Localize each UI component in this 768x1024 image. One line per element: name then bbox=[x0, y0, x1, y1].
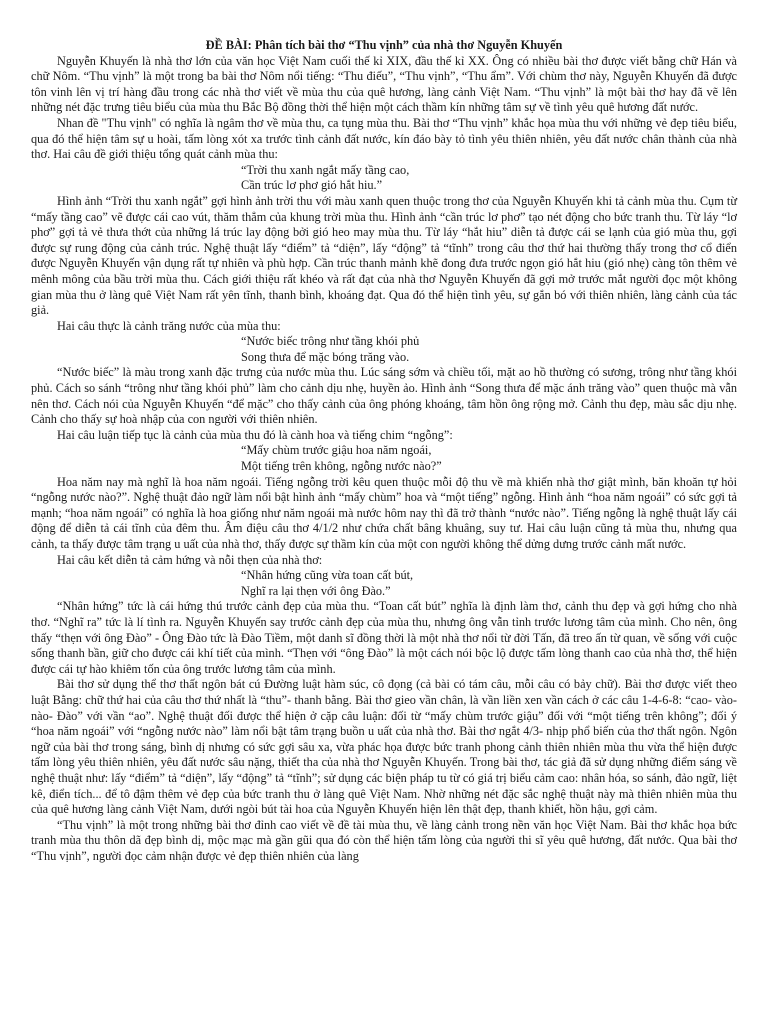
paragraph-analysis-ket: “Nhân hứng” tức là cái hứng thú trước cảnh đẹp của mùa thu. “Toan cất bút” nghĩa là định làm thơ, cảnh thu đẹp và gợi hứng cho nhà thơ. “Nghĩ ra” tức là lí tình ra. Nguyễn Khuyến say trước cảnh đẹp của mùa thu, nhưng ông vẫn tỉnh trước lương tâm của mình. Cho nên, ông thấy “thẹn với ông Đào” - Ông Đào tức là Đào Tiềm, một danh sĩ đồng thời là một nhà thơ nổi từ đời Tấn, đã treo ấn từ quan, về sống với cuộc sống thanh bần, giữ cho được cái khí tiết của mình. “Thẹn với “ông Đào” là một cách nói bộc lộ được tấm lòng thanh cao của nhà thơ, thể hiện được cái tự hào khiêm tốn của ông trước lương tâm của mình. bbox=[31, 599, 737, 676]
paragraph-art: Bài thơ sử dụng thể thơ thất ngôn bát cú Đường luật hàm súc, cô đọng (cả bài có tám câu, mỗi câu có bảy chữ). Bài thơ được viết theo luật Bằng: chữ thứ hai của câu thơ thứ nhất là “thu”- thanh bằng. Bài thơ gieo vần chân, là vần liền xen vần cách ở các câu 1-4-6-8: “cao- vào- nào- Đào” với vần “ao”. Nghệ thuật đối được thể hiện ở cặp câu luận: đối từ “mấy chùm trước giậu” đối với “một tiếng trên không”; đối ý “hoa năm ngoái” với “ngỗng nước nào” làm nổi bật tâm trạng buồn u uất của nhà thơ. Bài thơ ngắt 4/3- nhịp phổ biến của thơ thất ngôn. Ngôn ngữ của bài thơ trong sáng, bình dị nhưng có sức gợi sâu xa, vừa phác họa được bức tranh phong cảnh thiên nhiên mùa thu vừa thể hiện được tấm lòng yêu thiên nhiên, yêu đất nước sâu nặng, thiết tha của nhà thơ Nguyễn Khuyến. Trong bài thơ, tác giả đã sử dụng những điểm sáng về nghệ thuật như: lấy “điểm” tả “diện”, lấy “động” tả “tĩnh”; sử dụng các biện pháp tu từ có giá trị biểu cảm cao: nhân hóa, so sánh, đảo ngữ, liệt kê, điển tích... để tô đậm thêm vẻ đẹp của bức tranh thu ở làng quê Việt Nam. Nhờ những nét đặc sắc nghệ thuật này mà thiên nhiên mùa thu của quê hương làng cảnh Việt Nam, dưới ngòi bút tài hoa của Nguyễn Khuyến hiện lên thật đẹp, thanh khiết, hồn hậu, gợi cảm. bbox=[31, 677, 737, 817]
verse-line: “Trời thu xanh ngắt mấy tầng cao, bbox=[241, 162, 410, 177]
paragraph-intro: Nguyễn Khuyến là nhà thơ lớn của văn học Việt Nam cuối thế kỉ XIX, đầu thế kỉ XX. Ông có nhiều bài thơ được viết bằng chữ Hán và chữ Nôm. “Thu vịnh” là một trong ba bài thơ Nôm nổi tiếng: “Thu điếu”, “Thu vịnh”, “Thu ẩm”. Với chùm thơ này, Nguyễn Khuyến đã được tôn vinh lên vị trí hàng đầu trong các nhà thơ viết về mùa thu của quê hương, làng cảnh Việt Nam. “Thu vịnh” là một bài thơ hay đã vẽ lên những nét đặc trưng tiêu biểu của mùa thu Bắc Bộ đồng thời thể hiện một cách thầm kín những tâm sự về tình yêu quê hương đất nước. bbox=[31, 53, 737, 115]
verse-line: “Mấy chùm trước giậu hoa năm ngoái, bbox=[241, 443, 432, 458]
verse-line: Cần trúc lơ phơ gió hắt hiu.” bbox=[241, 178, 383, 193]
paragraph-analysis-luan: Hoa năm nay mà nghĩ là hoa năm ngoái. Tiếng ngỗng trời kêu quen thuộc mỗi độ thu về mà khiến nhà thơ giật mình, băn khoăn tự hỏi “ngỗng nước nào?”. Nghệ thuật đảo ngữ làm nổi bật hình ảnh “mấy chùm” hoa và “một tiếng” ngỗng. Hình ảnh “hoa năm ngoái” có sức gợi tả mạnh; “hoa năm ngoái” có nghĩa là hoa giống như năm ngoái mà nước hôm nay thì đã trở thành “nước nào”. Tiếng ngỗng là nghệ thuật lấy cái động để diễn tả cái tĩnh của đêm thu. Âm điệu câu thơ 4/1/2 như chứa chất bâng khuâng, suy tư. Hai câu luận cũng tả mùa thu, nhưng qua cảnh, ta thấy được tâm trạng u uất của nhà thơ, thấy được sự thầm kín của một con người không thể dửng dưng trước cảnh mất nước. bbox=[31, 474, 737, 551]
essay-title: ĐỀ BÀI: Phân tích bài thơ “Thu vịnh” của nhà thơ Nguyễn Khuyến bbox=[205, 38, 563, 52]
paragraph-conclusion: “Thu vịnh” là một trong những bài thơ đỉnh cao viết về đề tài mùa thu, về làng cảnh trong nền văn học Việt Nam. Bài thơ khắc họa bức tranh mùa thu thôn dã đẹp bình dị, mộc mạc mà gần gũi qua đó còn thể hiện tấm lòng của người thi sĩ yêu quê hương, đất nước. Qua bài thơ “Thu vịnh”, người đọc cảm nhận được vẻ đẹp thiên nhiên của làng bbox=[31, 817, 737, 863]
verse-line: Song thưa để mặc bóng trăng vào. bbox=[241, 349, 410, 364]
paragraph-analysis-de: Hình ảnh “Trời thu xanh ngắt” gợi hình ảnh trời thu với màu xanh quen thuộc trong thơ của Nguyễn Khuyến khi tả cảnh mùa thu. Cụm từ “mấy tầng cao” vẽ được cái cao vút, thăm thẳm của khung trời mùa thu. Hình ảnh “cần trúc lơ phơ” tạo nét động cho bức tranh thu. Từ láy “lơ phơ” gợi tả vẻ thưa thớt của những lá trúc lay động bởi gió heo may mùa thu. Từ láy “hắt hiu” diễn tả được cái se lạnh của gió mùa thu, gợi được sự rung động của cảnh trúc. Nghệ thuật lấy “điểm” tả “diện”, lấy “động” tả “tĩnh” trong câu thơ thứ hai thường thấy trong thơ cổ điển được Nguyễn Khuyến vận dụng rất tự nhiên và phù hợp. Cần trúc thanh mảnh khẽ đong đưa trước ngọn gió hắt hiu (gió nhẹ) càng tôn thêm vẻ mênh mông của bầu trời mùa thu. Cách giới thiệu rất khéo và rất đạt của nhà thơ Nguyễn Khuyến đã gợi mở trước mắt người đọc một không gian mùa thu ở làng quê Việt Nam rất yên tĩnh, thanh bình, khoáng đạt. Qua đó thể hiện tình yêu, sự gắn bó với thiên nhiên, làng cảnh của tác giả. bbox=[31, 193, 737, 318]
essay-body bbox=[31, 54, 737, 865]
paragraph-analysis-thuc: “Nước biếc” là màu trong xanh đặc trưng của nước mùa thu. Lúc sáng sớm và chiều tối, mặt ao hồ thường có sương, trông như tầng khói phủ. Cách so sánh “trông như tầng khói phủ” làm cho cảnh dịu nhẹ, huyền ảo. Hình ảnh “Song thưa để mặc ánh trăng vào” quen thuộc mà vẫn nên thơ. Cách nói của Nguyễn Khuyến “để mặc” cho thấy cảnh của ông phóng khoáng, tâm hồn ông rộng mở. Cảnh thu đẹp, màu sắc dịu nhẹ. Cảnh cho thấy sự hoà nhập của con người với thiên nhiên. bbox=[31, 365, 737, 427]
paragraph-intro-thuc: Hai câu thực là cảnh trăng nước của mùa thu: bbox=[57, 318, 281, 333]
paragraph-intro-luan: Hai câu luận tiếp tục là cảnh của mùa thu đó là cành hoa và tiếng chim “ngỗng”: bbox=[57, 427, 453, 442]
verse-line: “Nhân hứng cũng vừa toan cất bút, bbox=[241, 568, 414, 583]
verse-line: Một tiếng trên không, ngỗng nước nào?” bbox=[241, 459, 442, 474]
paragraph-title-meaning: Nhan đề "Thu vịnh" có nghĩa là ngâm thơ về mùa thu, ca tụng mùa thu. Bài thơ “Thu vịnh” khắc họa mùa thu với những vẻ đẹp tiêu biểu, qua đó thể hiện tâm sự u hoài, tấm lòng xót xa trước tình cảnh đất nước, kín đáo bày tỏ tình yêu thiên nhiên, yêu đất nước chân thành của nhà thơ. Hai câu đề giới thiệu tổng quát cảnh mùa thu: bbox=[31, 115, 737, 162]
verse-line: “Nước biếc trông như tầng khói phủ bbox=[241, 334, 420, 349]
verse-line: Nghĩ ra lại thẹn với ông Đào.” bbox=[241, 583, 391, 598]
paragraph-intro-ket: Hai câu kết diễn tả cảm hứng và nỗi thẹn của nhà thơ: bbox=[57, 552, 323, 567]
